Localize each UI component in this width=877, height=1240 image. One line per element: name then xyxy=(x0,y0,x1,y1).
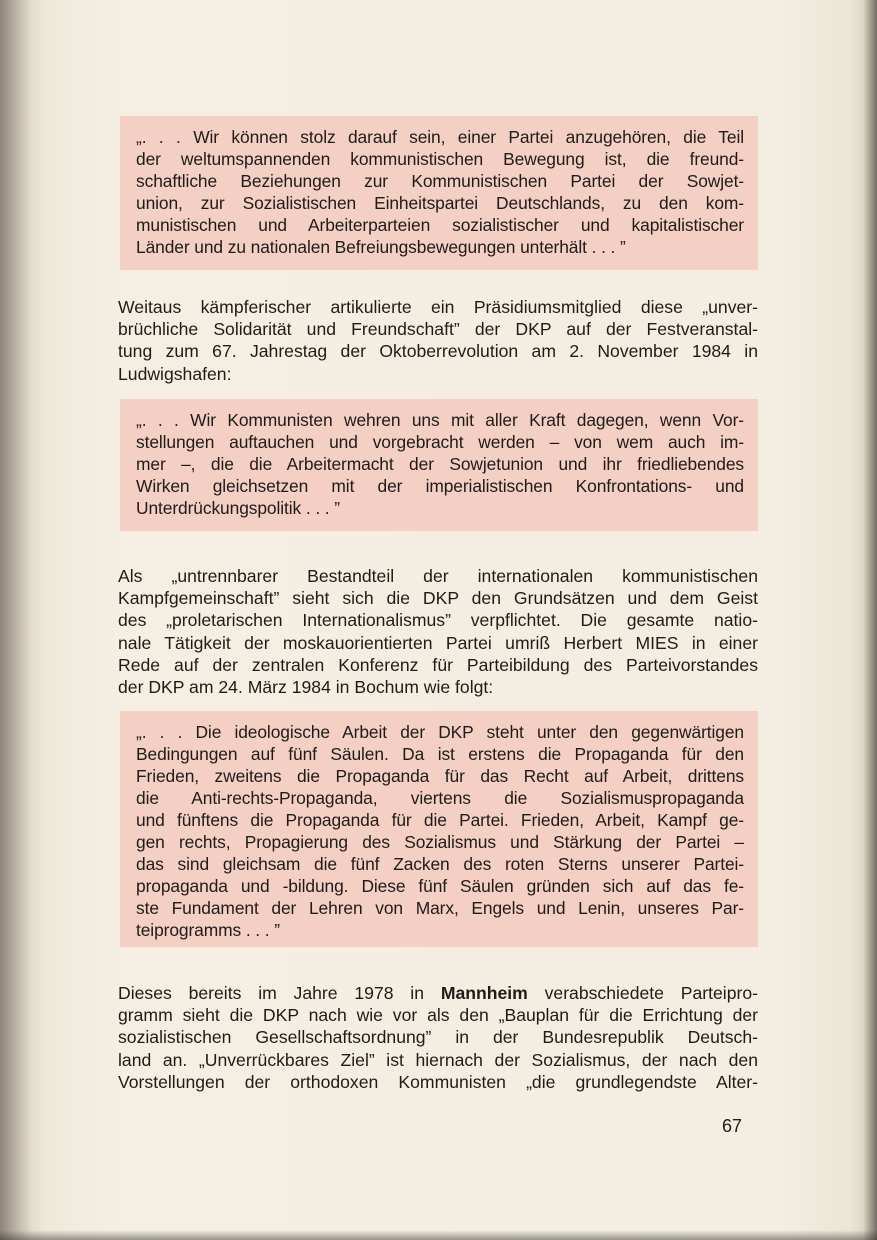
page-bottom-shadow xyxy=(0,1230,877,1240)
quote-block-3 xyxy=(120,711,758,947)
paragraph-2-line: Rede auf der zentralen Konferenz für Parteibildung des Parteivorstandes xyxy=(118,654,758,675)
quote-3-line: teiprogramms . . . ” xyxy=(136,920,280,940)
quote-1-line: der weltumspannenden kommunistischen Bewegung ist, die freund- xyxy=(136,149,744,169)
paragraph-2-line: der DKP am 24. März 1984 in Bochum wie folgt: xyxy=(118,677,494,698)
paragraph-1-line: brüchliche Solidarität und Freundschaft” der DKP auf der Festveranstal- xyxy=(118,319,758,340)
paragraph-2-line: des „proletarischen Internationalismus” verpflichtet. Die gesamte natio- xyxy=(118,610,758,631)
paragraph-1-line: Ludwigshafen: xyxy=(118,363,232,384)
paragraph-3-line: Vorstellungen der orthodoxen Kommunisten „die grundlegendste Alter- xyxy=(118,1071,758,1092)
paragraph-3-text: Dieses bereits im Jahre 1978 in xyxy=(118,983,441,1003)
quote-2-line: mer –, die die Arbeitermacht der Sowjetunion und ihr friedliebendes xyxy=(136,454,744,474)
paragraph-3-line: sozialistischen Gesellschaftsordnung” in der Bundesrepublik Deutsch- xyxy=(118,1027,758,1048)
quote-3-line: das sind gleichsam die fünf Zacken des roten Sterns unserer Partei- xyxy=(136,854,744,874)
quote-1-line: munistischen und Arbeiterparteien sozialistischer und kapitalistischer xyxy=(136,215,744,235)
quote-3-line: Bedingungen auf fünf Säulen. Da ist erstens die Propaganda für den xyxy=(136,744,744,764)
quote-1-line: union, zur Sozialistischen Einheitspartei Deutschlands, zu den kom- xyxy=(136,193,744,213)
paragraph-3-line xyxy=(118,982,758,1004)
quote-block-1 xyxy=(120,116,758,270)
paragraph-2 xyxy=(118,565,758,698)
quote-3-line: und fünftens die Propaganda für die Partei. Frieden, Arbeit, Kampf ge- xyxy=(136,810,744,830)
quote-3-line: gen rechts, Propagierung des Sozialismus und Stärkung der Partei – xyxy=(136,832,744,852)
paragraph-3-line: gramm sieht die DKP nach wie vor als den „Bauplan für die Errichtung der xyxy=(118,1005,758,1026)
place-name-mannheim: Mannheim xyxy=(440,983,528,1003)
page-edge-shadow xyxy=(863,0,877,1240)
quote-2-line: Unterdrückungspolitik . . . ” xyxy=(136,498,340,518)
quote-3-line: „. . . Die ideologische Arbeit der DKP steht unter den gegenwärtigen xyxy=(136,722,744,742)
paragraph-3-text: verabschiedete Parteipro- xyxy=(527,983,758,1003)
paragraph-1-line: Weitaus kämpferischer artikulierte ein Präsidiumsmitglied diese „unver- xyxy=(118,297,758,317)
quote-3-line: ste Fundament der Lehren von Marx, Engels und Lenin, unseres Par- xyxy=(136,898,744,918)
quote-3-line: die Anti-rechts-Propaganda, viertens die Sozialismuspropaganda xyxy=(136,788,744,808)
page-number: 67 xyxy=(722,1116,743,1136)
quote-3-line: Frieden, zweitens die Propaganda für das Recht auf Arbeit, drittens xyxy=(136,766,744,786)
paragraph-2-line: Als „untrennbarer Bestandteil der internationalen kommunistischen xyxy=(118,566,758,586)
paragraph-2-line: Kampfgemeinschaft” sieht sich die DKP den Grundsätzen und dem Geist xyxy=(118,588,758,609)
book-spine-shadow xyxy=(0,0,32,1240)
quote-1-line: schaftliche Beziehungen zur Kommunistischen Partei der Sowjet- xyxy=(136,171,744,191)
paragraph-1-line: tung zum 67. Jahrestag der Oktoberrevolution am 2. November 1984 in xyxy=(118,341,758,362)
paragraph-1 xyxy=(118,296,758,385)
quote-2-line: Wirken gleichsetzen mit der imperialistischen Konfrontations- und xyxy=(136,476,744,496)
quote-2-line: stellungen auftauchen und vorgebracht werden – von wem auch im- xyxy=(136,432,744,452)
quote-block-2 xyxy=(120,399,758,531)
paragraph-3-line: land an. „Unverrückbares Ziel” ist hiernach der Sozialismus, der nach den xyxy=(118,1049,758,1070)
paragraph-2-line: nale Tätigkeit der moskauorientierten Partei umriß Herbert MIES in einer xyxy=(118,632,758,653)
paragraph-3 xyxy=(118,982,758,1093)
quote-1-line: „. . . Wir können stolz darauf sein, einer Partei anzugehören, die Teil xyxy=(136,127,744,147)
quote-3-line: propaganda und -bildung. Diese fünf Säulen gründen sich auf das fe- xyxy=(136,876,744,896)
quote-2-line: „. . . Wir Kommunisten wehren uns mit aller Kraft dagegen, wenn Vor- xyxy=(136,410,744,430)
quote-1-line: Länder und zu nationalen Befreiungsbewegungen unterhält . . . ” xyxy=(136,237,626,257)
